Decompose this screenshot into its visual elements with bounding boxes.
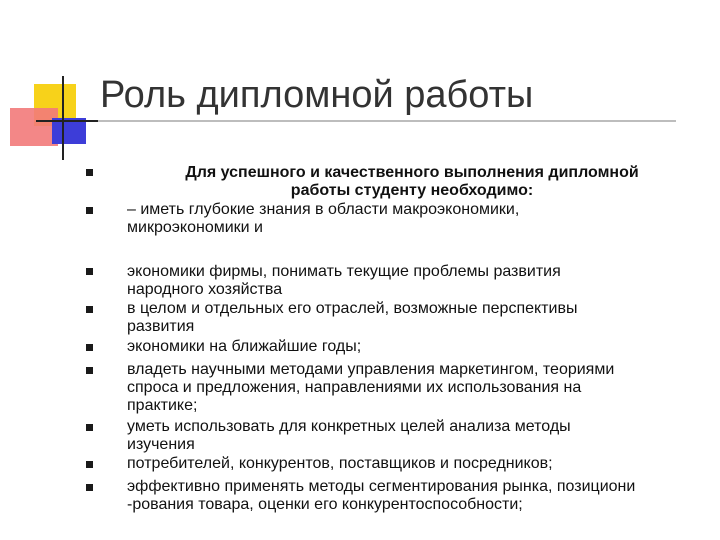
intro-line-1: Для успешного и качественного выполнения дипломной (185, 164, 639, 181)
bullet-marker (86, 344, 93, 351)
list-item-line: изучения (127, 436, 195, 453)
list-item-line: спроса и предложения, направлениями их использования на (127, 379, 582, 396)
list-item-line: уметь использовать для конкретных целей анализа методы (127, 418, 571, 435)
slide-title: Роль дипломной работы (100, 74, 534, 116)
intro-line-2: работы студенту необходимо: (290, 182, 534, 199)
list-item-line: развития (127, 318, 195, 335)
list-item-line: -рования товара, оценки его конкурентоспособности; (127, 496, 523, 513)
bullet-marker (86, 461, 93, 468)
bullet-marker (86, 306, 93, 313)
list-item-line: – иметь глубокие знания в области макроэкономики, (127, 201, 520, 218)
bullet-marker (86, 367, 93, 374)
list-item-line: эффективно применять методы сегментирования рынка, позициони (127, 478, 636, 495)
list-item-line: в целом и отдельных его отраслей, возможные перспективы (127, 300, 578, 317)
list-item-line: экономики на ближайшие годы; (127, 338, 362, 355)
list-item-line: потребителей, конкурентов, поставщиков и посредников; (127, 455, 553, 472)
list-item-line: практике; (127, 397, 198, 414)
list-item-line: экономики фирмы, понимать текущие проблемы развития (127, 263, 561, 280)
bullet-marker (86, 484, 93, 491)
bullet-marker (86, 268, 93, 275)
bullet-marker (86, 207, 93, 214)
bullet-marker (86, 169, 93, 176)
bullet-marker (86, 424, 93, 431)
list-item-line: микроэкономики и (127, 219, 263, 236)
list-item-line: владеть научными методами управления маркетингом, теориями (127, 361, 615, 378)
list-item-line: народного хозяйства (127, 281, 283, 298)
